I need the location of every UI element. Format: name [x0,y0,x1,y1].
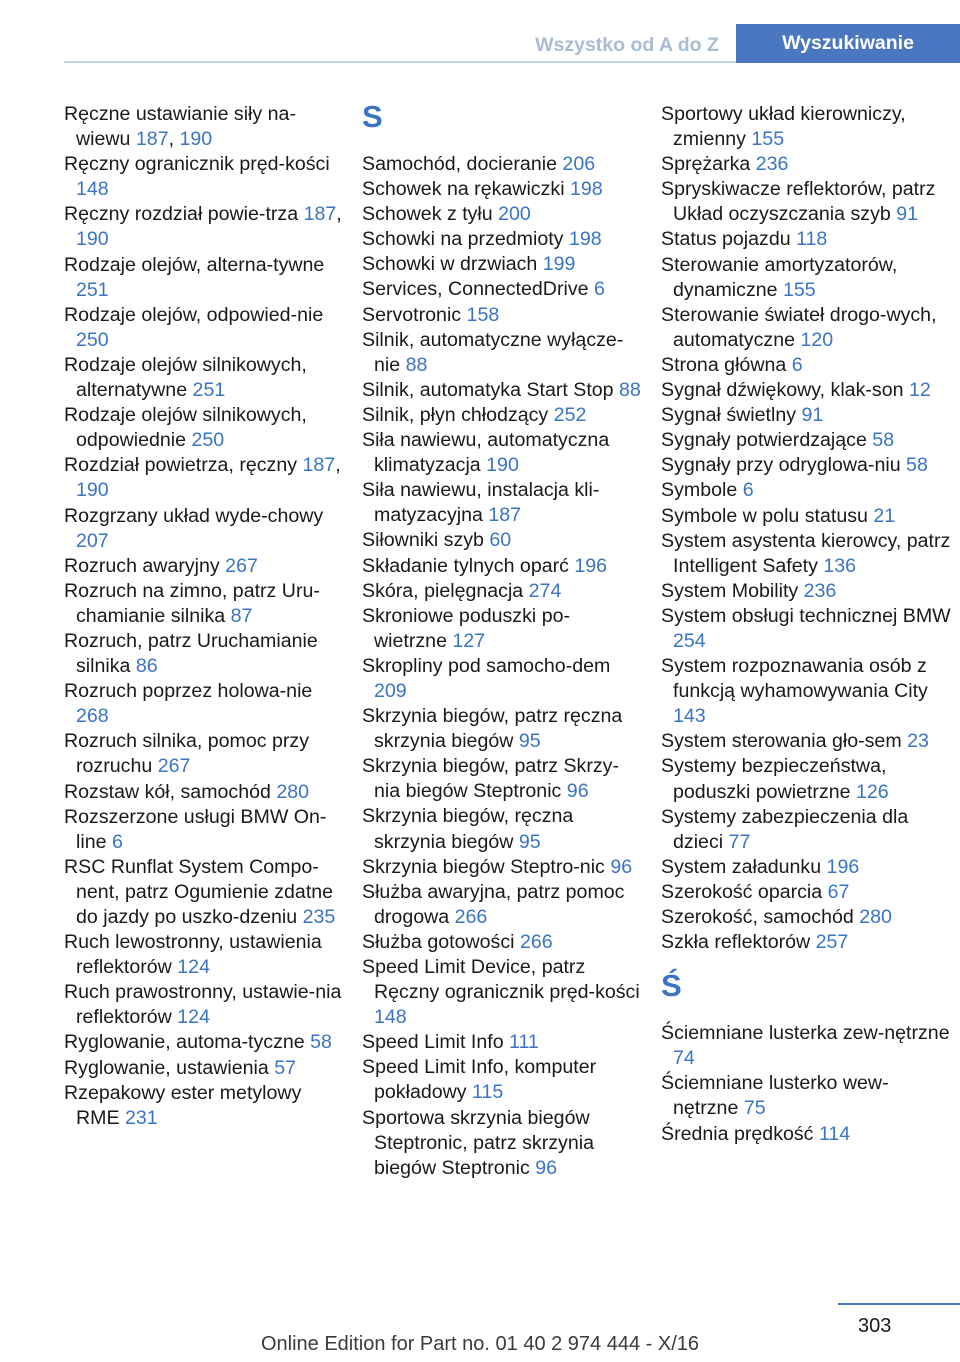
index-entry-term: Skroniowe poduszki po‐wietrzne [362,604,571,652]
index-entry-term: Rozstaw kół, samochód [64,780,277,803]
index-entry [362,554,642,579]
page-reference-link[interactable]: 6 [111,830,123,853]
page-reference-link[interactable]: 118 [796,228,828,251]
index-entry [64,805,349,855]
index-entry-term: Siła nawiewu, automatyczna klimatyzacja [362,429,610,477]
index-entry-term: Symbole w polu statusu [661,504,874,527]
index-entry [362,604,642,654]
page-reference-link[interactable]: 60 [489,529,512,552]
page-reference-link[interactable]: 155 [783,278,816,301]
page-reference-link[interactable]: 187 [488,504,522,527]
index-entry-term: Rozruch silnika, pomoc przy rozruchu [64,730,310,778]
index-entry [362,227,642,252]
index-entry [661,855,951,880]
index-entry [661,504,951,529]
index-entry-term: Rzepakowy ester metylowy RME [64,1081,302,1129]
page-reference-link[interactable]: 268 [76,705,109,728]
index-entry [362,955,642,1030]
index-entry [661,378,951,403]
page-reference-link[interactable]: 127 [452,629,486,652]
index-entry [64,930,349,980]
page-reference-link[interactable]: 155 [751,128,785,151]
page-reference-link[interactable]: 266 [519,930,553,953]
index-entry [362,528,642,553]
page-reference-link[interactable]: 207 [76,529,109,552]
page-reference-link[interactable]: 198 [568,228,602,251]
index-entry-term: Rodzaje olejów, alterna‐tywne [64,253,325,276]
index-entry-term: Sygnały przy odryglowa‐niu [661,454,907,477]
page-reference-link[interactable]: 254 [673,629,706,652]
index-entry-term: Spryskiwacze reflektorów, patrz Układ oczyszczania szyb [661,178,936,226]
page-reference-link[interactable]: 148 [76,178,109,201]
page-reference-link[interactable]: 267 [225,554,258,577]
index-column-2 [362,99,642,1181]
index-entry-term: Ręczny rozdział powie‐trza [64,203,304,226]
index-entry [64,403,349,453]
index-entry [661,478,951,503]
page-reference-link[interactable]: 200 [498,203,531,226]
index-entry-term: Składanie tylnych oparć [362,554,575,577]
index-entry-term: Systemy zabezpieczenia dla dzieci [661,805,909,853]
page-reference-link[interactable]: 87 [230,604,253,627]
index-entry: Rozdział powietrza, ręczny 187, 190 [64,454,341,502]
index-entry-term: Rozgrzany układ wyde‐chowy [64,504,324,527]
index-entry-term: Rozruch, patrz Uruchamianie silnika [64,629,318,678]
index-entry-term: Ruch lewostronny, ustawienia reflektorów [64,931,322,979]
index-entry [362,579,642,604]
index-entry-term: Szerokość oparcia [661,880,828,903]
index-entry-term: Skrzynia biegów Steptro‐nic [362,855,611,878]
page-reference-link[interactable]: 187 [302,454,336,477]
page-reference-link[interactable]: 58 [906,454,928,477]
page-reference-link[interactable]: 58 [872,429,895,452]
index-entry [661,453,951,478]
index-entry [64,504,349,554]
page-reference-link[interactable]: 231 [124,1106,158,1129]
page-reference-link[interactable]: 77 [728,830,751,853]
index-entry [64,353,349,403]
index-entry [362,754,642,804]
index-entry-term: Rodzaje olejów, odpowied‐nie [64,303,324,326]
index-entry-term: Samochód, docieranie [362,153,563,175]
page-reference-link[interactable]: 198 [570,178,603,201]
index-entry [64,303,349,353]
page-reference-link[interactable]: 280 [276,780,310,803]
index-entry-term: Silnik, automatyczne wyłącze‐nie [362,328,624,376]
index-entry-term: System asystenta kierowcy, patrz Intelligent Safety [661,529,951,577]
index-entry-term: Rozruch awaryjny [64,554,226,577]
index-entry-term: Skrzynia biegów, patrz ręczna skrzynia biegów [362,705,623,753]
index-entry [661,227,951,252]
page-reference-link[interactable]: 148 [374,1006,407,1029]
index-entry [64,554,349,579]
index-entry-term: Rodzaje olejów silnikowych, odpowiednie [64,404,307,452]
index-entry-term: Schowki na przedmioty [362,228,569,251]
index-entry-term: System Mobility [661,579,804,602]
index-entry [64,579,349,629]
index-entry [661,805,951,855]
index-entry-term: Schowek z tyłu [362,203,499,226]
index-entry-term: Ruch prawostronny, ustawie‐nia reflektorów [64,981,342,1029]
page-reference-link[interactable]: 91 [801,404,824,427]
page-reference-link[interactable]: 274 [528,579,562,602]
index-entry-term: Sportowa skrzynia biegów Steptronic, patrz skrzynia biegów Steptronic [362,1106,594,1179]
index-entry [64,152,349,202]
index-entry [661,177,951,227]
page-reference-link[interactable]: 86 [135,655,158,678]
page-reference-link[interactable]: 23 [907,730,929,753]
index-entry [661,654,951,729]
index-entry-term: Schowek na rękawiczki [362,178,570,201]
index-entry [362,704,642,754]
index-entry [362,1030,642,1055]
index-entry-term: Status pojazdu [661,228,797,251]
page-reference-link[interactable]: 235 [302,906,336,928]
index-entry-term: Sygnał świetlny [661,404,802,427]
page-reference-link[interactable]: 95 [518,730,541,753]
index-entry [661,1071,951,1121]
page-reference-link[interactable]: 75 [743,1097,766,1120]
page-reference-link[interactable]: 199 [542,253,576,276]
index-entry [362,403,642,428]
page-reference-link[interactable]: 96 [610,855,633,878]
tab-search[interactable]: Wyszukiwanie [736,24,960,63]
index-entry-term: Silnik, automatyka Start Stop [362,378,620,401]
index-entry-term: System rozpoznawania osób z funkcją wyhamowywania City [661,655,928,703]
page-reference-link[interactable]: 12 [908,379,931,402]
index-entry-term: Szerokość, samochód [661,906,860,928]
page-reference-link[interactable]: 267 [157,755,191,778]
index-entry [362,378,642,403]
index-entry [64,855,349,930]
index-entry-term: Services, ConnectedDrive [362,278,594,301]
page-reference-link[interactable]: 206 [562,153,596,175]
index-entry-term: System obsługi technicznej BMW [661,604,951,627]
index-entry-term: Sterowanie świateł drogo‐wych, automatyczne [661,303,937,351]
index-entry [64,780,349,805]
index-entry-term: Służba awaryjna, patrz pomoc drogowa [362,880,625,928]
index-entry-term: Skropliny pod samocho‐dem [362,654,611,677]
index-entry-term: System załadunku [661,855,827,878]
index-entry-term: Ręczne ustawianie siły na‐wiewu [64,103,296,151]
index-entry-term: Sterowanie amortyzatorów, dynamiczne [661,253,898,301]
page-reference-link[interactable]: 57 [274,1056,296,1079]
index-entry-term: Symbole [661,479,743,502]
page-reference-link[interactable]: 158 [466,303,500,326]
index-entry [661,579,951,604]
index-entry [362,1106,642,1181]
index-entry [64,729,349,779]
index-entry-term: Rozszerzone usługi BMW On‐line [64,805,327,853]
page-reference-link[interactable]: 88 [619,378,641,401]
index-entry [362,654,642,704]
index-entry [362,303,642,328]
page-reference-link[interactable]: 236 [755,153,789,176]
page-reference-link[interactable]: 196 [826,855,860,878]
index-entry-term: Służba gotowości [362,930,520,953]
page-reference-link[interactable]: 187 [303,203,337,226]
index-entry-term: Rozdział powietrza, ręczny [64,454,303,477]
page-reference-link[interactable]: 6 [593,278,605,301]
page-reference-link[interactable]: 111 [509,1031,539,1054]
section-letter: S [362,99,383,134]
index-entry [362,428,642,478]
index-entry [661,428,951,453]
index-entry [362,855,642,880]
index-entry [661,529,951,579]
page-reference-link[interactable]: 115 [472,1081,504,1104]
index-entry-term: Silnik, płyn chłodzący [362,403,554,426]
index-entry [362,202,642,227]
index-column-1 [64,102,349,1131]
page-reference-link[interactable]: 257 [815,931,849,954]
index-entry-term: Siłowniki szyb [362,529,490,552]
page-reference-link[interactable]: 124 [177,956,210,979]
page-reference-link[interactable]: 143 [673,705,706,728]
index-entry-term: RSC Runflat System Compo‐nent, patrz Ogumienie zdatne do jazdy po uszko‐dzeniu [64,855,334,928]
index-entry [64,679,349,729]
index-entry-term: Ryglowanie, automa‐tyczne [64,1031,311,1054]
index-entry [661,152,951,177]
index-entry [362,1055,642,1105]
footer-rule [838,1303,960,1305]
index-entry [661,1122,951,1147]
page-reference-link[interactable]: 6 [742,479,754,502]
page-reference-link[interactable]: 280 [859,906,892,928]
index-entry-term: Siła nawiewu, instalacja kli‐matyzacyjna [362,479,600,527]
page-reference-link[interactable]: 126 [855,780,889,803]
index-entry [661,905,951,930]
index-entry-term: Speed Limit Info [362,1031,510,1054]
page-reference-link[interactable]: 250 [191,429,225,452]
page-reference-link[interactable]: 236 [803,579,837,602]
index-entry-term: Sportowy układ kierowniczy, zmienny [661,103,906,151]
index-entry [661,729,951,754]
index-entry: Ręczne ustawianie siły na‐wiewu 187, 190 [64,103,296,151]
index-entry-term: Rodzaje olejów silnikowych, alternatywne [64,353,307,402]
index-entry-term: Ściemniane lusterko wew‐nętrzne [661,1072,889,1120]
page-reference-link[interactable]: 190 [179,128,213,151]
page-reference-link[interactable]: 251 [76,278,109,301]
index-entry-term: Skrzynia biegów, patrz Skrzy‐nia biegów Steptronic [362,755,619,803]
index-entry [661,303,951,353]
page-reference-link[interactable]: 124 [177,1006,210,1029]
index-entry [64,629,349,679]
index-entry [64,1056,349,1081]
page-reference-link[interactable]: 67 [827,880,850,903]
index-entry-term: Ręczny ogranicznik pręd‐kości [64,153,330,176]
index-entry [362,804,642,854]
index-entry [362,880,642,930]
index-entry [661,253,951,303]
page-reference-link[interactable]: 266 [454,905,488,928]
page-reference-link[interactable]: 120 [800,328,834,351]
index-entry-term: Ściemniane lusterka zew‐nętrzne [661,1022,950,1045]
page-reference-link[interactable]: 190 [486,454,519,477]
page-reference-link[interactable]: 58 [310,1031,332,1054]
index-entry-term: Speed Limit Info, komputer pokładowy [362,1056,597,1104]
index-entry-term: Systemy bezpieczeństwa, poduszki powietrzne [661,755,887,803]
index-entry-term: Schowki w drzwiach [362,253,543,276]
tab-all-a-to-z[interactable]: Wszystko od A do Z [535,33,719,56]
page-reference-link[interactable]: 250 [76,328,109,351]
page-reference-link[interactable]: 251 [192,379,226,402]
index-entry [362,252,642,277]
index-entry-term: Szkła reflektorów [661,931,816,954]
page-reference-link[interactable]: 91 [896,203,919,226]
page-reference-link[interactable]: 190 [76,228,109,251]
page-reference-link[interactable]: 252 [553,403,587,426]
index-entry: Ręczny rozdział powie‐trza 187, 190 [64,203,342,251]
index-entry-term: Skrzynia biegów, ręczna skrzynia biegów [362,805,574,853]
page-reference-link[interactable]: 96 [566,780,589,803]
page-reference-link[interactable]: 96 [535,1156,557,1179]
index-entry-term: Średnia prędkość [661,1122,819,1145]
page-reference-link[interactable]: 114 [818,1122,851,1145]
index-entry [362,277,642,302]
index-entry [661,102,951,152]
index-entry [362,478,642,528]
page-reference-link[interactable]: 136 [823,554,857,577]
index-entry [362,930,642,955]
index-entry-term: Rozruch poprzez holowa‐nie [64,680,313,703]
page-reference-link[interactable]: 196 [574,554,608,577]
page-reference-link[interactable]: 209 [374,679,407,702]
index-entry [64,253,349,303]
page-reference-link[interactable]: 95 [518,830,541,853]
index-entry-term: Rozruch na zimno, patrz Uru‐chamianie silnika [64,579,320,627]
index-entry [362,328,642,378]
index-entry [64,980,349,1030]
section-letter: Ś [661,968,682,1004]
index-entry-term: Sygnał dźwiękowy, klak‐son [661,379,909,402]
index-entry [64,1081,349,1131]
index-entry [661,403,951,428]
page-reference-link[interactable]: 6 [791,353,803,376]
index-entry [661,930,951,955]
index-entry-term: Ryglowanie, ustawienia [64,1056,275,1079]
index-entry-term: Skóra, pielęgnacja [362,579,529,602]
index-entry-term: Speed Limit Device, patrz Ręczny ogranicznik pręd‐kości [362,956,640,1004]
index-column-3 [661,102,951,1147]
edition-footer: Online Edition for Part no. 01 40 2 974 444 - X/16 [260,1333,700,1355]
page-reference-link[interactable]: 190 [76,479,109,502]
page-reference-link[interactable]: 21 [873,504,896,527]
index-entry [661,880,951,905]
index-entry-term: Sprężarka [661,153,756,176]
index-entry-term: Strona główna [661,353,792,376]
page-number: 303 [858,1315,892,1337]
index-entry-term: System sterowania gło‐sem [661,730,908,753]
index-entry [64,1030,349,1055]
index-entry-term: Sygnały potwierdzające [661,429,873,452]
index-entry [661,353,951,378]
index-entry [661,754,951,804]
page-reference-link[interactable]: 74 [673,1047,695,1070]
page-reference-link[interactable]: 88 [405,353,428,376]
index-entry [661,604,951,654]
index-entry [362,177,642,202]
page-reference-link[interactable]: 187 [135,128,169,151]
index-entry-term: Servotronic [362,303,467,326]
index-entry [362,152,642,177]
index-entry [661,1021,951,1071]
